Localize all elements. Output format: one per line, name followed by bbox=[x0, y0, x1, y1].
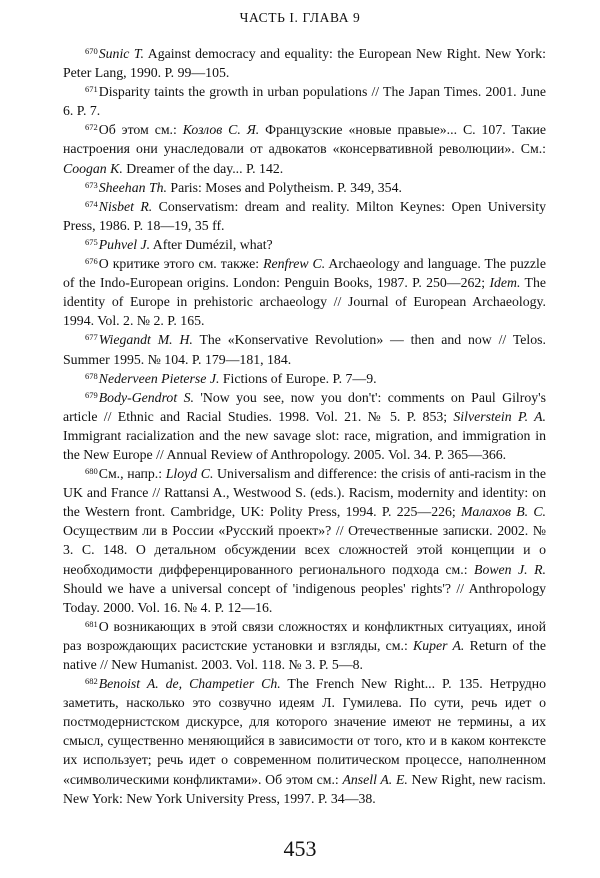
footnote-number: 676 bbox=[85, 256, 98, 267]
footnote-author: Bowen J. R. bbox=[474, 561, 546, 577]
footnote-number: 682 bbox=[85, 676, 98, 687]
footnote-author: Benoist A. de, Champetier Ch. bbox=[98, 676, 281, 692]
footnote-text: Archaeology and language. The puzzle of the Indo-European origins. London: Penguin Books, 1987. P. 250—262; bbox=[63, 256, 547, 291]
footnote-text: Universalism and difference: the crisis of anti-racism in the UK and France // Rattansi A., Westwood S. (eds.). Racism, modernity and identity: on the Western front. Cambridge, UK: Polity Press, 1994. P. 225—226; bbox=[63, 466, 547, 520]
footnote-author: Козлов С. Я. bbox=[182, 122, 260, 138]
footnote bbox=[63, 388, 546, 464]
footnote-number: 680 bbox=[85, 466, 98, 477]
footnote-author: Nisbet R. bbox=[98, 198, 153, 214]
footnote-author: Body-Gendrot S. bbox=[98, 389, 194, 405]
footnote-text: After Dumézil, what? bbox=[150, 236, 273, 252]
footnote bbox=[63, 674, 546, 808]
footnote-text: Dreamer of the day... P. 142. bbox=[122, 160, 284, 176]
footnote-text: Return of the native // New Humanist. 2003. Vol. 118. № 3. P. 5—8. bbox=[63, 637, 546, 672]
footnote-number: 672 bbox=[85, 122, 98, 133]
footnote-text: См., напр.: bbox=[98, 466, 166, 482]
footnote-number: 675 bbox=[85, 236, 98, 247]
footnote-author: Renfrew C. bbox=[263, 256, 326, 272]
footnote bbox=[63, 464, 546, 617]
footnote-text: Should we have a universal concept of 'indigenous peoples' rights'? // Anthropology Today. 2000. Vol. 16. № 4. P. 12—16. bbox=[63, 580, 546, 615]
footnote-author: Lloyd C. bbox=[165, 466, 214, 482]
footnote-text: 'Now you see, now you don't': comments on Paul Gilroy's article // Ethnic and Racial Studies. 1998. Vol. 21. № 5. P. 853; bbox=[63, 389, 546, 424]
footnote-author: Coogan K. bbox=[63, 160, 123, 176]
footnote-text: Осуществим ли в России «Русский проект»? // Отечественные записки. 2002. № 3. С. 148. О детальном обсуждении всех сложностей этой концепции и о необходимости дифференцированного регионального подхода см.: bbox=[63, 523, 546, 577]
footnote-number: 674 bbox=[85, 198, 98, 209]
footnote bbox=[63, 330, 546, 368]
running-head: ЧАСТЬ I. ГЛАВА 9 bbox=[239, 10, 361, 25]
footnote-number: 678 bbox=[85, 370, 98, 381]
footnote bbox=[63, 369, 546, 388]
footnote bbox=[63, 44, 546, 82]
footnote-number: 671 bbox=[85, 84, 98, 95]
footnote-author: Sunic T. bbox=[98, 46, 144, 61]
footnote-text: Immigrant racialization and the new savage slot: race, migration, and immigration in the New Europe // Annual Review of Anthropology. 2005. Vol. 34. P. 365—366. bbox=[63, 427, 546, 462]
footnote-number: 681 bbox=[85, 618, 98, 629]
footnote-number: 670 bbox=[85, 46, 98, 56]
page-number: 453 bbox=[283, 836, 317, 861]
footnote-author: Sheehan Th. bbox=[98, 179, 167, 195]
footnote-text: The identity of Europe in prehistoric archaeology // Journal of European Archaeology. 1994. Vol. 2. № 2. P. 165. bbox=[63, 275, 546, 329]
footnote-text: Об этом см.: bbox=[98, 122, 183, 138]
footnote-author: Puhvel J. bbox=[98, 236, 151, 252]
footnote bbox=[63, 120, 546, 177]
footnote-author: Kuper A. bbox=[413, 637, 465, 653]
footnote-number: 673 bbox=[85, 179, 98, 190]
footnote-number: 679 bbox=[85, 389, 98, 400]
footnote-text: Disparity taints the growth in urban populations // The Japan Times. 2001. June 6. P. 7. bbox=[63, 84, 546, 119]
footnote-text: Conservatism: dream and reality. Milton Keynes: Open University Press, 1986. P. 18—19, 35 ff. bbox=[63, 198, 546, 233]
footnote-author: Silverstein P. A. bbox=[453, 408, 546, 424]
footnote bbox=[63, 178, 546, 197]
footnote-text: The «Konservative Revolution» — then and now // Telos. Summer 1995. № 104. P. 179—181, 184. bbox=[63, 332, 546, 367]
footnote-author: Ansell A. E. bbox=[342, 771, 408, 787]
footnote bbox=[63, 197, 546, 235]
footnote-author: Idem. bbox=[489, 275, 521, 291]
footnote bbox=[63, 235, 546, 254]
footnote-text: Французские «новые правые»... С. 107. Такие настроения они унаследовали от адвокатов «консервативной революции». См.: bbox=[63, 122, 547, 157]
footnote-text: New Right, new racism. New York: New York University Press, 1997. P. 34—38. bbox=[63, 771, 546, 806]
footnote-text: Against democracy and equality: the European New Right. New York: Peter Lang, 1990. P. 99—105. bbox=[63, 46, 547, 81]
footnote-text: О критике этого см. также: bbox=[98, 256, 264, 272]
footnote-author: Малахов В. С. bbox=[461, 504, 547, 520]
footnote-text: О возникающих в этой связи сложностях и конфликтных ситуациях, иной раз возрождающих расистские установки и взгляды, см.: bbox=[63, 618, 546, 653]
footnote-number: 677 bbox=[85, 332, 98, 343]
footnote-author: Nederveen Pieterse J. bbox=[98, 370, 220, 386]
footnote bbox=[63, 254, 546, 330]
footnote-text: Fictions of Europe. P. 7—9. bbox=[219, 370, 377, 386]
footnote bbox=[63, 82, 546, 120]
footnote-text: Paris: Moses and Polytheism. P. 349, 354. bbox=[166, 179, 402, 195]
footnotes-block bbox=[63, 44, 546, 808]
footnote bbox=[63, 617, 546, 674]
footnote-text: The French New Right... P. 135. Нетрудно заметить, насколько это созвучно идеям Л. Гумилева. По сути, речь идет о постмодернистском дискурсе, для которого значение имеют не термины, а их смысл, существенно меняющийся в зависимости от того, кто и в каком контексте их использует; речь идет о современном политическом процессе, наполненном «символическими конфликтами». Об этом см.: bbox=[63, 676, 546, 787]
footnote-author: Wiegandt M. H. bbox=[98, 332, 193, 348]
